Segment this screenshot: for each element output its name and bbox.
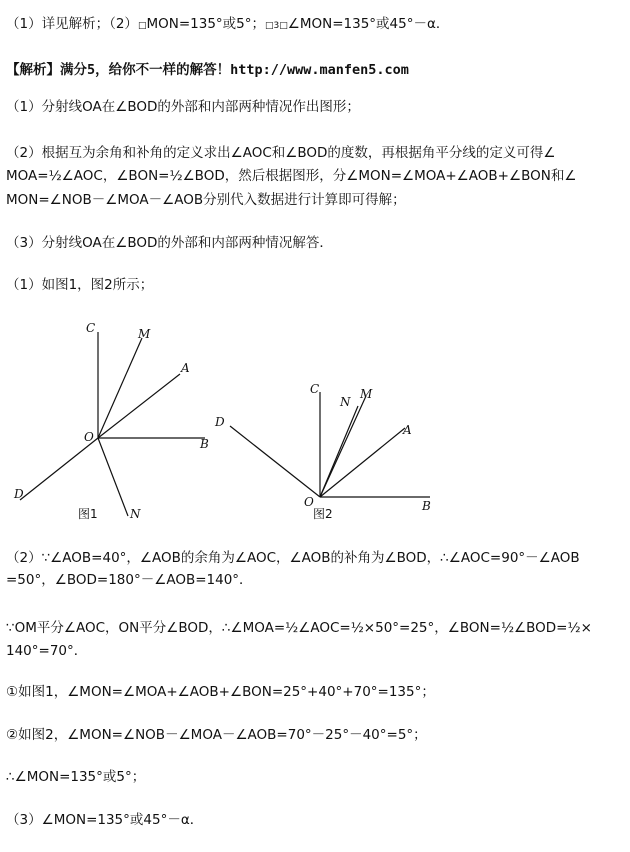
solution-line-8: （3）∠MON=135°或45°－α． xyxy=(6,812,204,828)
label-c: C xyxy=(86,321,96,335)
answer-part1: （1）详见解析；（2） xyxy=(6,16,138,32)
label-b: B xyxy=(200,437,209,451)
answer-part2: MON=135°或5°； xyxy=(146,16,265,32)
solution-line-5: ①如图1，∠MON=∠MOA+∠AOB+∠BON=25°+40°+70°=135°； xyxy=(6,684,435,700)
figure-2-caption: 图2 xyxy=(313,507,333,521)
analysis-line-5: （3）分射线OA在∠BOD的外部和内部两种情况解答． xyxy=(6,235,333,251)
label-n: N xyxy=(130,507,141,521)
missing-glyph-2: □3□ xyxy=(265,21,288,31)
analysis-line-2: （2）根据互为余角和补角的定义求出∠AOC和∠BOD的度数，再根据角平分线的定义可得∠ xyxy=(6,145,556,161)
label-m: M xyxy=(138,327,151,341)
missing-glyph-1: □ xyxy=(137,21,147,31)
analysis-line-3: MOA=½∠AOC，∠BON=½∠BOD，然后根据图形，分∠MON=∠MOA+∠AOB+∠BON和∠ xyxy=(6,168,577,184)
ray-od xyxy=(20,438,98,500)
analysis-header xyxy=(6,60,409,80)
solution-line-4: 140°=70°． xyxy=(6,643,88,659)
label-c: C xyxy=(310,382,320,396)
label-b: B xyxy=(422,499,431,513)
answer-part3: ∠MON=135°或45°－α． xyxy=(287,16,450,32)
answer-line xyxy=(6,14,449,36)
label-a: A xyxy=(403,423,412,437)
analysis-tag: 【解析】 xyxy=(6,62,60,78)
figure-1-caption: 图1 xyxy=(78,507,98,521)
ray-om xyxy=(98,338,142,438)
analysis-line-1: （1）分射线OA在∠BOD的外部和内部两种情况作出图形； xyxy=(6,99,360,115)
ray-oa xyxy=(98,374,180,438)
label-a: A xyxy=(181,361,190,375)
solution-intro: （1）如图1，图2所示； xyxy=(6,277,154,293)
ray-on xyxy=(98,438,128,516)
solution-line-3: ∵OM平分∠AOC，ON平分∠BOD，∴∠MOA=½∠AOC=½×50°=25°，∠BON=½∠BOD=½× xyxy=(6,620,592,636)
ray-od xyxy=(230,426,320,497)
solution-line-7: ∴∠MON=135°或5°； xyxy=(6,769,146,785)
label-m: M xyxy=(360,387,373,401)
solution-line-1: （2）∵∠AOB=40°，∠AOB的余角为∠AOC，∠AOB的补角为∠BOD，∴∠AOC=90°－∠AOB xyxy=(6,550,580,566)
ray-oa xyxy=(320,428,405,497)
label-o: O xyxy=(84,430,94,444)
label-d: D xyxy=(14,487,24,501)
label-o: O xyxy=(304,495,314,509)
site-banner: 满分5，给你不一样的解答！http://www.manfen5.com xyxy=(60,62,409,78)
analysis-line-4: MON=∠NOB－∠MOA－∠AOB分别代入数据进行计算即可得解； xyxy=(6,192,406,208)
label-n: N xyxy=(340,395,351,409)
label-d: D xyxy=(215,415,225,429)
figure-2 xyxy=(200,378,440,523)
solution-line-2: =50°，∠BOD=180°－∠AOB=140°． xyxy=(6,572,253,588)
ray-om xyxy=(320,396,366,497)
solution-line-6: ②如图2，∠MON=∠NOB－∠MOA－∠AOB=70°－25°－40°=5°； xyxy=(6,727,427,743)
